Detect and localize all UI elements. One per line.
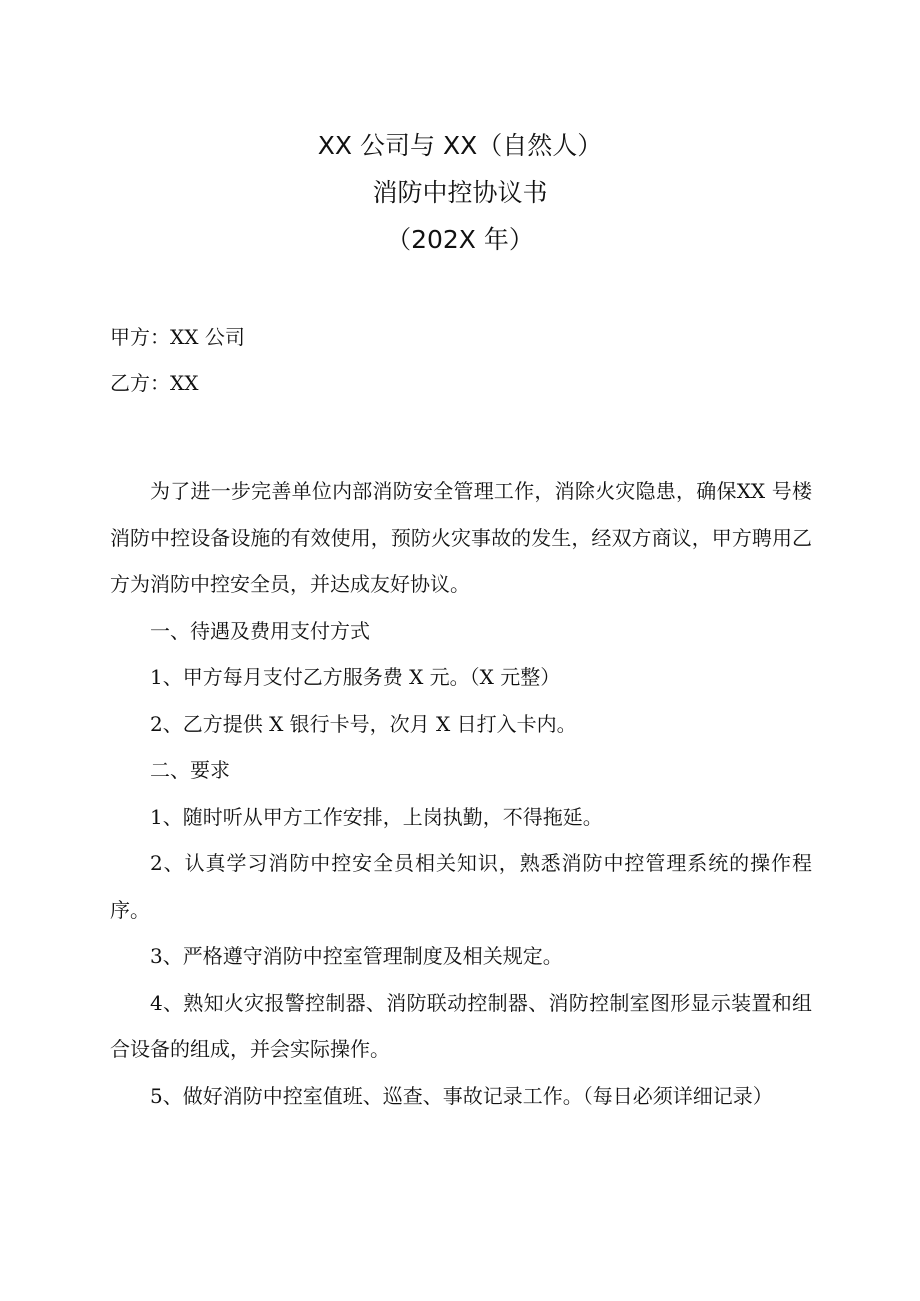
spacer	[110, 406, 812, 468]
section-heading-payment: 一、待遇及费用支付方式	[150, 618, 370, 643]
clause-requirement-2: 2、认真学习消防中控安全员相关知识，熟悉消防中控管理系统的操作程序。	[110, 851, 812, 922]
party-a: 甲方：XX 公司	[110, 325, 245, 349]
title-line-agreement: 消防中控协议书	[372, 178, 548, 207]
clause-requirement-3: 3、严格遵守消防中控室管理制度及相关规定。	[150, 944, 563, 968]
document-title	[0, 122, 920, 263]
title-line-parties: XX 公司与 XX（自然人）	[317, 131, 603, 160]
clause-requirement-1: 1、随时听从甲方工作安排，上岗执勤，不得拖延。	[150, 804, 603, 829]
clause-payment-1: 1、甲方每月支付乙方服务费 X 元。（X 元整）	[150, 665, 561, 689]
title-line-year: （202X 年）	[386, 225, 534, 254]
party-b: 乙方：XX	[110, 371, 199, 395]
preamble-paragraph: 为了进一步完善单位内部消防安全管理工作，消除火灾隐患，确保XX 号楼消防中控设备设施的有效使用，预防火灾事故的发生，经双方商议，甲方聘用乙方为消防中控安全员，并达成友好协议。	[110, 479, 812, 596]
clause-requirement-4: 4、熟知火灾报警控制器、消防联动控制器、消防控制室图形显示装置和组合设备的组成，并会实际操作。	[110, 990, 812, 1061]
document-body	[110, 314, 812, 1119]
section-heading-requirements: 二、要求	[150, 758, 230, 782]
clause-requirement-5: 5、做好消防中控室值班、巡查、事故记录工作。（每日必须详细记录）	[150, 1083, 773, 1108]
clause-payment-2: 2、乙方提供 X 银行卡号，次月 X 日打入卡内。	[150, 711, 577, 736]
